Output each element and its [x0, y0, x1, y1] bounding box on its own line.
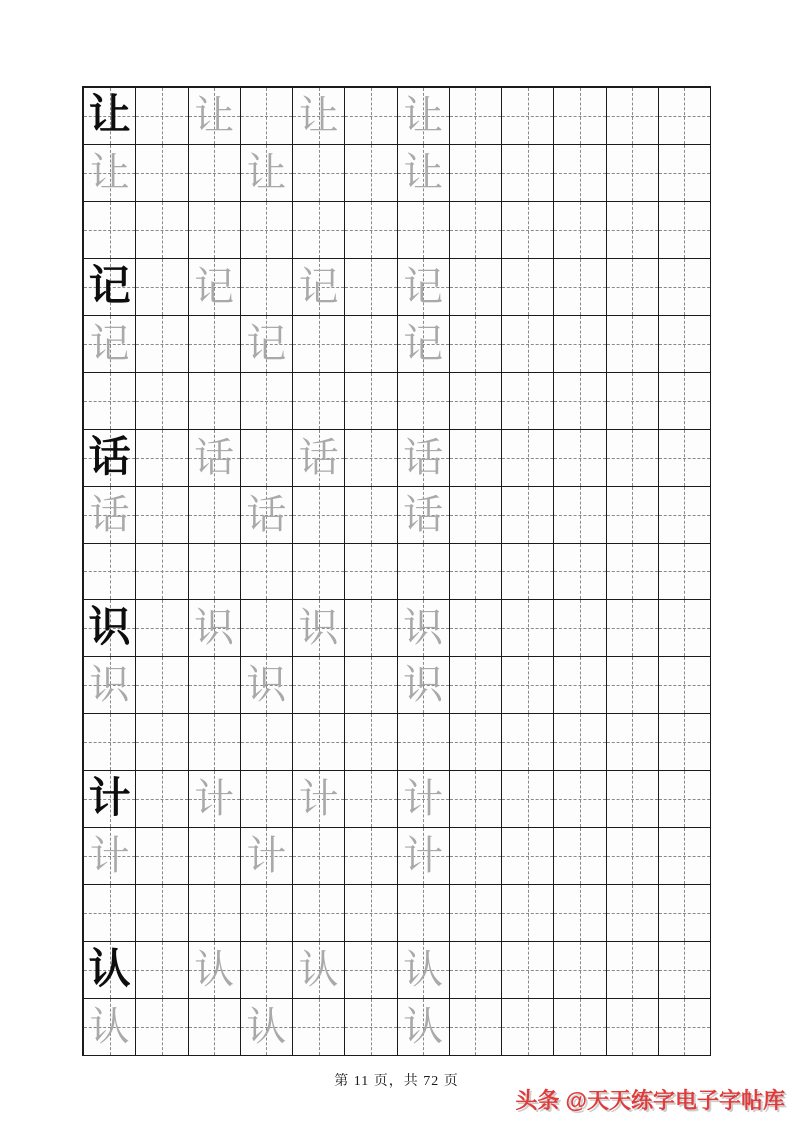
practice-cell — [398, 828, 450, 885]
practice-cell — [554, 316, 606, 373]
model-character: 认 — [88, 947, 131, 994]
practice-cell — [136, 885, 188, 942]
practice-cell — [554, 145, 606, 202]
practice-cell — [136, 430, 188, 487]
model-character: 话 — [88, 434, 131, 481]
practice-cell — [607, 88, 659, 145]
trace-character: 认 — [298, 947, 339, 993]
practice-cell — [607, 999, 659, 1056]
practice-cell — [659, 771, 711, 828]
practice-cell — [502, 316, 554, 373]
practice-cell — [659, 885, 711, 942]
practice-cell — [241, 316, 293, 373]
practice-cell — [502, 487, 554, 544]
trace-character: 记 — [403, 320, 444, 366]
practice-cell — [450, 942, 502, 999]
practice-cell — [502, 657, 554, 714]
practice-cell — [293, 714, 345, 771]
practice-cell — [554, 373, 606, 430]
practice-cell — [241, 885, 293, 942]
practice-cell — [398, 430, 450, 487]
practice-cell — [189, 999, 241, 1056]
trace-character: 话 — [89, 491, 130, 537]
practice-cell — [450, 544, 502, 601]
trace-character: 记 — [194, 263, 235, 309]
practice-cell — [450, 430, 502, 487]
trace-character: 让 — [246, 149, 287, 195]
practice-cell — [398, 714, 450, 771]
practice-cell — [345, 942, 397, 999]
trace-character: 记 — [89, 320, 130, 366]
model-character: 记 — [88, 263, 131, 310]
practice-cell — [450, 771, 502, 828]
model-character: 让 — [88, 92, 131, 139]
practice-cell — [293, 885, 345, 942]
practice-cell — [293, 999, 345, 1056]
practice-cell — [450, 885, 502, 942]
trace-character: 记 — [246, 320, 287, 366]
practice-cell — [293, 487, 345, 544]
practice-cell — [345, 373, 397, 430]
practice-cell — [345, 487, 397, 544]
practice-cell — [554, 202, 606, 259]
practice-cell — [189, 600, 241, 657]
practice-cell — [241, 544, 293, 601]
practice-cell — [450, 828, 502, 885]
practice-cell — [293, 771, 345, 828]
trace-character: 认 — [246, 1004, 287, 1050]
practice-cell — [241, 828, 293, 885]
practice-cell — [136, 145, 188, 202]
practice-cell — [136, 373, 188, 430]
trace-character: 计 — [403, 833, 444, 879]
practice-cell — [189, 373, 241, 430]
practice-cell — [293, 544, 345, 601]
practice-cell — [84, 885, 136, 942]
practice-cell — [554, 487, 606, 544]
practice-cell — [293, 145, 345, 202]
trace-character: 计 — [89, 833, 130, 879]
trace-character: 让 — [89, 149, 130, 195]
practice-cell — [345, 430, 397, 487]
practice-cell — [502, 942, 554, 999]
practice-cell — [293, 373, 345, 430]
practice-cell — [554, 885, 606, 942]
trace-character: 识 — [403, 605, 444, 651]
trace-character: 让 — [403, 149, 444, 195]
practice-cell — [607, 373, 659, 430]
practice-cell — [502, 600, 554, 657]
practice-cell — [450, 999, 502, 1056]
trace-character: 话 — [246, 491, 287, 537]
practice-cell — [450, 600, 502, 657]
practice-cell — [607, 430, 659, 487]
practice-cell — [345, 600, 397, 657]
practice-cell — [84, 202, 136, 259]
practice-cell — [241, 145, 293, 202]
practice-cell — [189, 430, 241, 487]
practice-cell — [84, 259, 136, 316]
practice-cell — [241, 430, 293, 487]
practice-cell — [398, 202, 450, 259]
trace-character: 认 — [194, 947, 235, 993]
practice-cell — [398, 88, 450, 145]
practice-cell — [502, 885, 554, 942]
practice-cell — [659, 657, 711, 714]
practice-cell — [659, 942, 711, 999]
practice-cell — [241, 600, 293, 657]
practice-cell — [136, 828, 188, 885]
trace-character: 让 — [194, 92, 235, 138]
practice-cell — [84, 373, 136, 430]
practice-cell — [189, 487, 241, 544]
practice-cell — [607, 145, 659, 202]
practice-cell — [189, 714, 241, 771]
practice-cell — [502, 145, 554, 202]
practice-cell — [345, 259, 397, 316]
practice-cell — [293, 657, 345, 714]
practice-cell — [398, 999, 450, 1056]
practice-cell — [450, 714, 502, 771]
practice-cell — [136, 88, 188, 145]
practice-cell — [293, 942, 345, 999]
practice-cell — [659, 259, 711, 316]
trace-character: 记 — [298, 263, 339, 309]
practice-cell — [136, 487, 188, 544]
trace-character: 认 — [403, 947, 444, 993]
practice-cell — [84, 657, 136, 714]
practice-cell — [398, 487, 450, 544]
practice-cell — [189, 828, 241, 885]
practice-cell — [607, 885, 659, 942]
practice-cell — [502, 88, 554, 145]
practice-cell — [398, 145, 450, 202]
practice-cell — [659, 373, 711, 430]
practice-cell — [241, 487, 293, 544]
trace-character: 话 — [403, 434, 444, 480]
practice-cell — [345, 145, 397, 202]
practice-cell — [345, 828, 397, 885]
practice-cell — [136, 657, 188, 714]
practice-cell — [502, 430, 554, 487]
practice-cell — [502, 999, 554, 1056]
practice-cell — [502, 714, 554, 771]
practice-cell — [293, 202, 345, 259]
practice-cell — [607, 259, 659, 316]
practice-cell — [450, 316, 502, 373]
practice-cell — [398, 885, 450, 942]
practice-cell — [607, 942, 659, 999]
practice-cell — [607, 657, 659, 714]
practice-cell — [241, 714, 293, 771]
practice-cell — [136, 259, 188, 316]
model-character: 计 — [88, 776, 131, 823]
trace-character: 识 — [194, 605, 235, 651]
practice-cell — [84, 999, 136, 1056]
practice-grid — [82, 86, 711, 1056]
trace-character: 计 — [403, 776, 444, 822]
practice-cell — [398, 316, 450, 373]
practice-cell — [241, 657, 293, 714]
practice-cell — [607, 771, 659, 828]
practice-cell — [345, 544, 397, 601]
practice-cell — [84, 828, 136, 885]
practice-cell — [189, 657, 241, 714]
practice-cell — [84, 942, 136, 999]
practice-cell — [450, 145, 502, 202]
practice-cell — [136, 999, 188, 1056]
practice-cell — [659, 202, 711, 259]
practice-cell — [502, 202, 554, 259]
trace-character: 识 — [298, 605, 339, 651]
practice-cell — [554, 544, 606, 601]
practice-cell — [554, 828, 606, 885]
practice-cell — [84, 316, 136, 373]
trace-character: 计 — [246, 833, 287, 879]
trace-character: 话 — [403, 491, 444, 537]
practice-cell — [554, 714, 606, 771]
practice-cell — [241, 88, 293, 145]
practice-cell — [398, 544, 450, 601]
practice-cell — [241, 373, 293, 430]
page-number-footer: 第 11 页，共 72 页 — [334, 1074, 459, 1089]
practice-cell — [293, 600, 345, 657]
practice-cell — [293, 316, 345, 373]
practice-cell — [293, 430, 345, 487]
practice-cell — [136, 714, 188, 771]
practice-cell — [84, 600, 136, 657]
practice-cell — [398, 657, 450, 714]
practice-cell — [659, 487, 711, 544]
practice-cell — [659, 316, 711, 373]
practice-cell — [659, 145, 711, 202]
practice-cell — [189, 885, 241, 942]
practice-cell — [554, 430, 606, 487]
practice-cell — [136, 316, 188, 373]
practice-cell — [450, 88, 502, 145]
practice-cell — [241, 942, 293, 999]
practice-cell — [659, 544, 711, 601]
practice-cell — [345, 999, 397, 1056]
practice-cell — [554, 259, 606, 316]
practice-cell — [189, 544, 241, 601]
practice-cell — [293, 259, 345, 316]
practice-cell — [241, 202, 293, 259]
practice-cell — [659, 828, 711, 885]
practice-cell — [345, 316, 397, 373]
practice-cell — [345, 88, 397, 145]
practice-cell — [659, 714, 711, 771]
practice-cell — [502, 544, 554, 601]
practice-cell — [659, 999, 711, 1056]
trace-character: 识 — [403, 662, 444, 708]
toutiao-watermark: 头条 @天天练字电子字帖库 — [515, 1088, 785, 1113]
practice-cell — [345, 202, 397, 259]
practice-cell — [607, 544, 659, 601]
practice-cell — [554, 999, 606, 1056]
practice-cell — [345, 771, 397, 828]
practice-cell — [293, 88, 345, 145]
practice-cell — [345, 657, 397, 714]
practice-cell — [189, 771, 241, 828]
practice-cell — [136, 202, 188, 259]
practice-cell — [241, 771, 293, 828]
practice-cell — [293, 828, 345, 885]
trace-character: 让 — [403, 92, 444, 138]
practice-cell — [84, 771, 136, 828]
practice-cell — [502, 828, 554, 885]
trace-character: 话 — [194, 434, 235, 480]
practice-cell — [398, 373, 450, 430]
practice-cell — [502, 771, 554, 828]
practice-cell — [189, 259, 241, 316]
practice-cell — [554, 657, 606, 714]
practice-cell — [607, 600, 659, 657]
practice-cell — [659, 88, 711, 145]
practice-cell — [502, 373, 554, 430]
practice-cell — [554, 942, 606, 999]
practice-cell — [607, 202, 659, 259]
practice-cell — [450, 202, 502, 259]
trace-character: 计 — [194, 776, 235, 822]
practice-cell — [607, 714, 659, 771]
practice-cell — [84, 714, 136, 771]
practice-cell — [398, 771, 450, 828]
practice-cell — [659, 600, 711, 657]
practice-cell — [607, 828, 659, 885]
model-character: 识 — [88, 605, 131, 652]
trace-character: 话 — [298, 434, 339, 480]
trace-character: 让 — [298, 92, 339, 138]
practice-cell — [189, 202, 241, 259]
practice-cell — [554, 88, 606, 145]
practice-cell — [189, 145, 241, 202]
practice-cell — [398, 259, 450, 316]
practice-cell — [136, 771, 188, 828]
practice-cell — [84, 430, 136, 487]
practice-cell — [241, 259, 293, 316]
practice-cell — [398, 942, 450, 999]
practice-cell — [450, 259, 502, 316]
practice-cell — [450, 373, 502, 430]
practice-cell — [607, 316, 659, 373]
practice-cell — [136, 544, 188, 601]
trace-character: 识 — [89, 662, 130, 708]
practice-cell — [450, 487, 502, 544]
practice-cell — [241, 999, 293, 1056]
practice-cell — [84, 544, 136, 601]
practice-cell — [189, 316, 241, 373]
practice-cell — [345, 885, 397, 942]
practice-cell — [659, 430, 711, 487]
practice-cell — [84, 88, 136, 145]
practice-cell — [554, 771, 606, 828]
practice-cell — [189, 942, 241, 999]
practice-cell — [136, 600, 188, 657]
practice-cell — [502, 259, 554, 316]
practice-cell — [136, 942, 188, 999]
trace-character: 认 — [403, 1004, 444, 1050]
trace-character: 认 — [89, 1004, 130, 1050]
practice-cell — [84, 145, 136, 202]
practice-cell — [398, 600, 450, 657]
practice-cell — [345, 714, 397, 771]
practice-cell — [450, 657, 502, 714]
practice-cell — [189, 88, 241, 145]
practice-cell — [554, 600, 606, 657]
trace-character: 识 — [246, 662, 287, 708]
trace-character: 计 — [298, 776, 339, 822]
trace-character: 记 — [403, 263, 444, 309]
practice-cell — [84, 487, 136, 544]
practice-cell — [607, 487, 659, 544]
